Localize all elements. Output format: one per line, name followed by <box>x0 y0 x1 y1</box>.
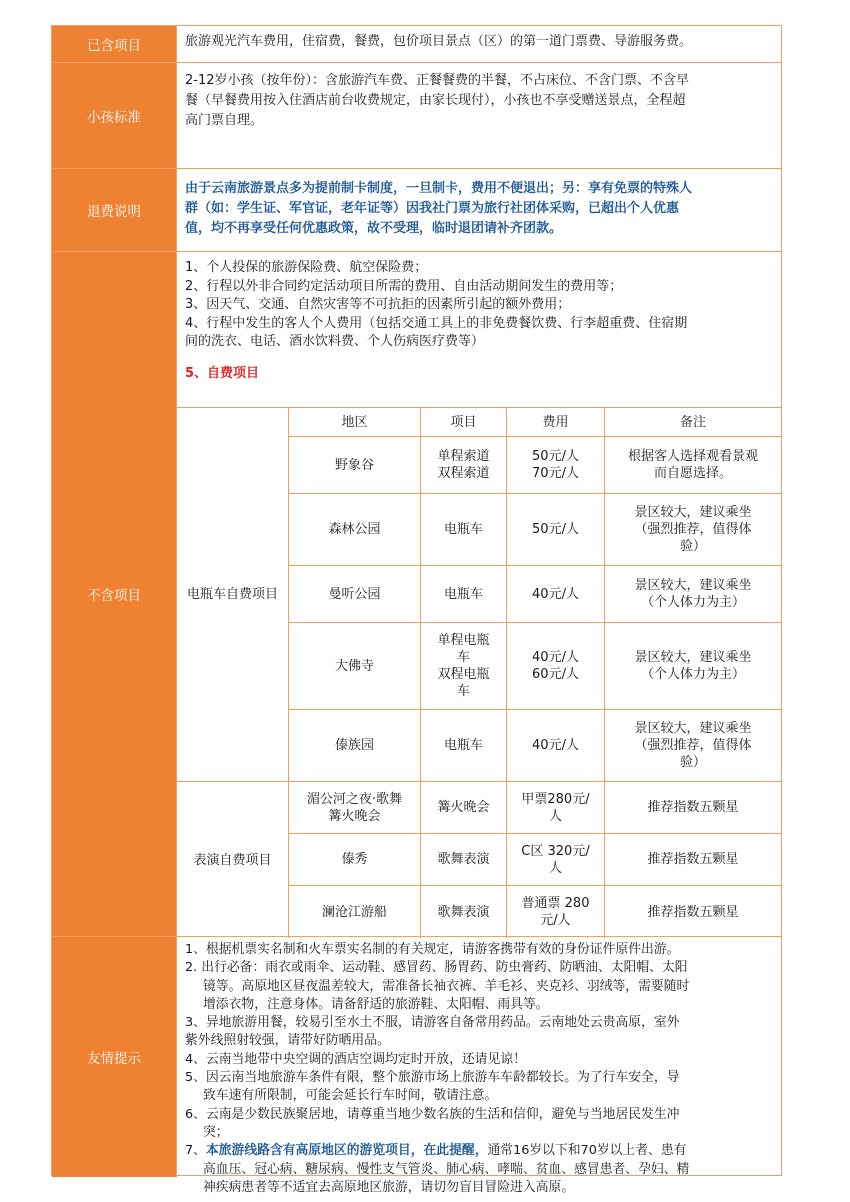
table-cell-fee: 40元/人 <box>507 710 605 782</box>
text-line: 群（如：学生证、军官证，老年证等）因我社门票为旅行社团体采购，已超出个人优惠 <box>185 201 680 216</box>
table-cell-item: 歌舞表演 <box>421 886 507 938</box>
text-line: 2、行程以外非合同约定活动项目所需的费用、自由活动期间发生的费用等； <box>185 278 623 294</box>
tip-line: 6、云南是少数民族聚居地，请尊重当地少数名族的生活和信仰，避免与当地居民发生冲 <box>185 1106 680 1122</box>
refund-text <box>177 169 781 251</box>
tip-line: 4、云南当地带中央空调的酒店空调均定时开放，还请见谅！ <box>185 1051 526 1067</box>
table-cell-note: 景区较大，建议乘坐 （强烈推荐，值得体 验） <box>605 710 781 782</box>
table-cell-area: 森林公园 <box>289 494 421 566</box>
tip-line: 5、因云南当地旅游车条件有限，整个旅游市场上旅游车车龄都较长。为了行车安全，导 <box>185 1070 680 1086</box>
refund-label: 退费说明 <box>52 169 177 251</box>
group-electric-cart-label: 电瓶车自费项目 <box>177 408 289 782</box>
tip7-highlight: 本旅游线路含有高原地区的游览项目，在此提醒， <box>205 1143 488 1159</box>
text-line: 2-12岁小孩（按年份）：含旅游汽车费、正餐餐费的半餐，不占床位、不含门票、不含早 <box>185 73 690 88</box>
included-text: 旅游观光汽车费用，住宿费，餐费，包价项目景点（区）的第一道门票费、导游服务费。 <box>185 34 693 49</box>
table-cell-area: 澜沧江游船 <box>289 886 421 938</box>
tip7-rest: 通常16岁以下和70岁以上者、患有 <box>487 1143 687 1159</box>
text-line: 值，均不再享受任何优惠政策，故不受理，临时退团请补齐团款。 <box>185 221 563 236</box>
excluded-row <box>52 252 781 937</box>
table-cell-note: 根据客人选择观看景观 而自愿选择。 <box>605 437 781 494</box>
tips-row <box>52 937 781 1195</box>
table-cell-fee: 50元/人 <box>507 494 605 566</box>
text-line: 3、因天气、交通、自然灾害等不可抗拒的因素所引起的额外费用； <box>185 297 571 312</box>
table-cell-fee: 40元/人 60元/人 <box>507 623 605 710</box>
header-note: 备注 <box>605 408 781 437</box>
included-row <box>52 26 781 63</box>
table-cell-note: 景区较大，建议乘坐 （个人体力为主） <box>605 623 781 710</box>
table-cell-note: 推荐指数五颗星 <box>647 904 739 920</box>
included-label: 已含项目 <box>52 26 177 62</box>
table-cell-note: 推荐指数五颗星 <box>605 782 781 834</box>
text-line: 间的洗衣、电话、酒水饮料费、个人伤病医疗费等） <box>185 334 485 349</box>
text-line: 1、个人投保的旅游保险费、航空保险费； <box>185 260 428 275</box>
table-cell-fee: 50元/人 70元/人 <box>507 437 605 494</box>
self-pay-table <box>177 407 781 937</box>
table-cell-note: 景区较大，建议乘坐 （个人体力为主） <box>605 566 781 623</box>
child-policy-row <box>52 63 781 169</box>
tip-line: 神疾病患者等不适宜去高原地区旅游，请切勿盲目冒险进入高原。 <box>203 1179 575 1195</box>
table-cell-fee: 甲票280元/ 人 <box>507 782 605 834</box>
tip-line: 镜等。高原地区昼夜温差较大，需准备长袖衣裤、羊毛衫、夹克衫、羽绒等，需要随时 <box>203 978 690 994</box>
self-pay-title: 5、自费项目 <box>185 365 260 381</box>
tip-line: 2. 出行必备：雨衣或雨伞、运动鞋、感冒药、肠胃药、防虫膏药、防晒油、太阳帽、太阳 <box>185 960 688 976</box>
table-cell-fee: C区 320元/ 人 <box>507 834 605 886</box>
tip-line-7 <box>185 1142 773 1160</box>
text-line: 餐（早餐费用按入住酒店前台收费规定，由家长现付），小孩也不享受赠送景点，全程超 <box>185 93 686 108</box>
table-cell-item: 电瓶车 <box>421 494 507 566</box>
refund-row <box>52 169 781 252</box>
header-fee: 费用 <box>507 408 605 437</box>
tip7-prefix: 7、 <box>185 1143 206 1159</box>
header-area: 地区 <box>289 408 421 437</box>
table-cell-item: 电瓶车 <box>421 710 507 782</box>
excluded-label: 不含项目 <box>52 252 177 936</box>
text-line: 高门票自理。 <box>185 113 264 128</box>
tip-line: 突； <box>203 1124 229 1140</box>
text-line: 由于云南旅游景点多为提前制卡制度，一旦制卡，费用不便退出；另：享有免票的特殊人 <box>185 181 693 196</box>
table-cell-fee: 普通票 280 元/人 <box>507 886 605 938</box>
header-item: 项目 <box>421 408 507 437</box>
table-cell-area: 大佛寺 <box>289 623 421 710</box>
table-cell-note: 推荐指数五颗星 <box>605 834 781 886</box>
group-performance-label: 表演自费项目 <box>177 782 289 938</box>
table-cell-item: 篝火晚会 <box>421 782 507 834</box>
tip-line: 增添衣物，注意身体。请备舒适的旅游鞋、太阳帽、雨具等。 <box>203 996 549 1012</box>
tip-line: 3、异地旅游用餐，较易引至水土不服，请游客自备常用药品。云南地处云贵高原，室外 <box>185 1015 680 1031</box>
table-cell-area: 傣秀 <box>289 834 421 886</box>
tip-line: 致车速有所限制，可能会延长行车时间，敬请注意。 <box>203 1088 498 1104</box>
table-cell-area: 傣族园 <box>289 710 421 782</box>
tip-line: 高血压、冠心病、糖尿病、慢性支气管炎、肺心病、哮喘、贫血、感冒患者、孕妇、精 <box>203 1161 690 1177</box>
child-policy-text <box>177 63 781 168</box>
table-cell-area: 野象谷 <box>289 437 421 494</box>
text-line: 4、行程中发生的客人个人费用（包括交通工具上的非免费餐饮费、行李超重费、住宿期 <box>185 315 688 331</box>
tip-line: 紫外线照射较强，请带好防晒用品。 <box>185 1033 390 1049</box>
tips-label: 友情提示 <box>52 937 177 1177</box>
tips-text <box>177 937 781 1195</box>
itinerary-terms-table <box>51 25 782 1195</box>
table-cell-item: 单程索道 双程索道 <box>421 437 507 494</box>
child-policy-label: 小孩标准 <box>52 63 177 168</box>
table-cell-item: 电瓶车 <box>421 566 507 623</box>
table-cell-item: 歌舞表演 <box>421 834 507 886</box>
table-cell-note: 景区较大，建议乘坐 （强烈推荐，值得体 验） <box>605 494 781 566</box>
table-cell-area: 曼听公园 <box>289 566 421 623</box>
table-cell-area: 湄公河之夜·歌舞 篝火晚会 <box>289 782 421 834</box>
table-cell-fee: 40元/人 <box>507 566 605 623</box>
tip-line: 1、根据机票实名制和火车票实名制的有关规定，请游客携带有效的身份证件原件出游。 <box>185 942 680 957</box>
table-cell-item: 单程电瓶 车 双程电瓶 车 <box>421 623 507 710</box>
